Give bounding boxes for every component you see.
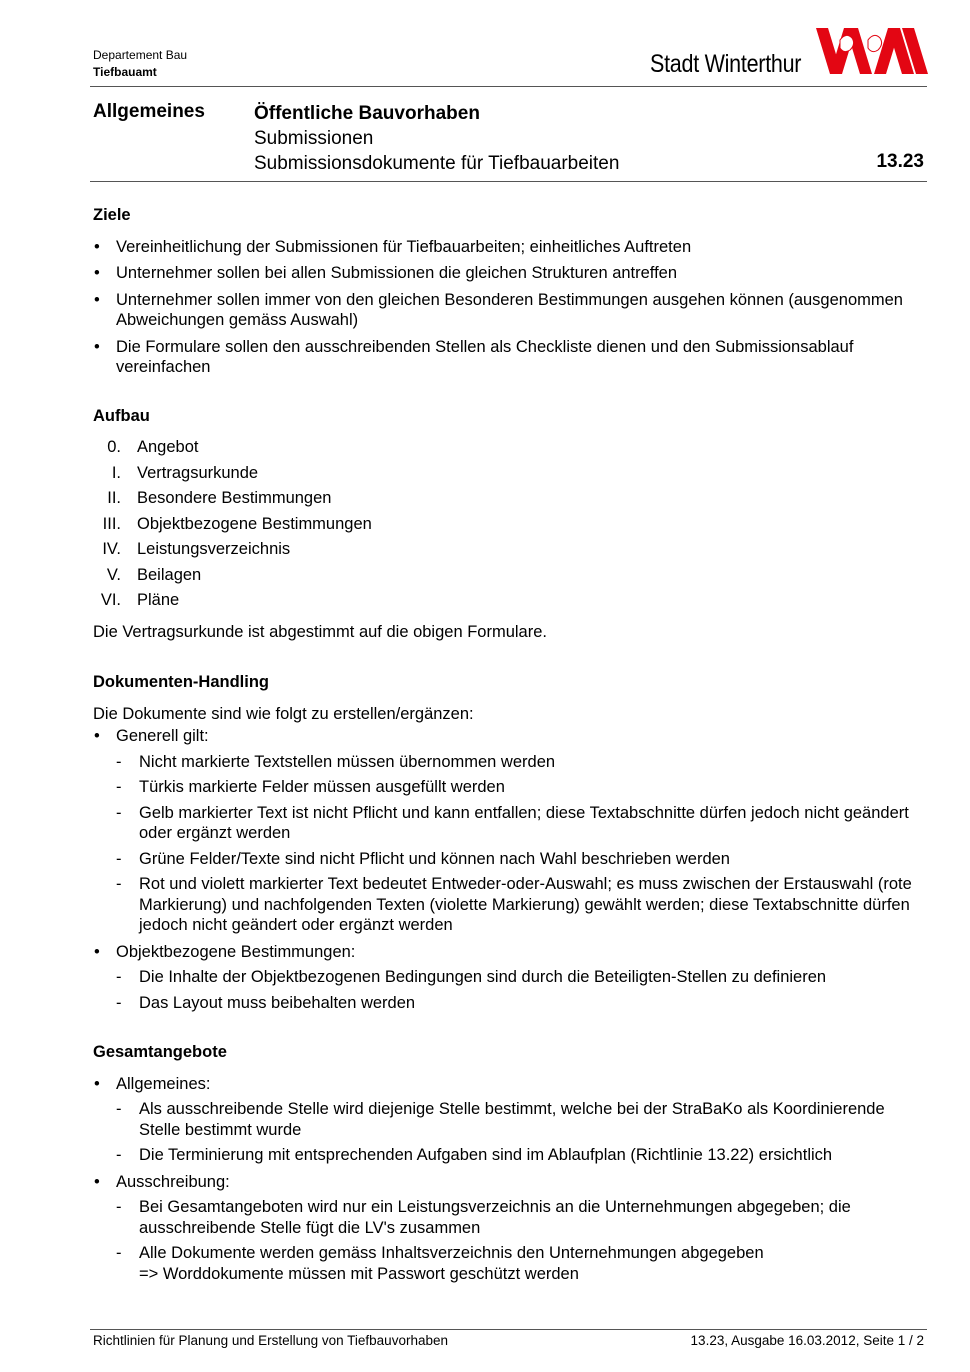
footer-left: Richtlinien für Planung und Erstellung von Tiefbauvorhaben bbox=[93, 1333, 448, 1348]
section-aufbau bbox=[93, 406, 923, 643]
sub-item: - Grüne Felder/Texte sind nicht Pflicht und können nach Wahl beschrieben werden bbox=[93, 849, 923, 870]
title-block bbox=[254, 101, 619, 176]
item-number: IV. bbox=[102, 540, 121, 558]
list-item bbox=[93, 1172, 923, 1285]
list-item: • Unternehmer sollen bei allen Submissionen die gleichen Strukturen antreffen bbox=[93, 263, 923, 284]
list-item bbox=[93, 942, 923, 1014]
list-item bbox=[93, 1074, 923, 1166]
page-title: Öffentliche Bauvorhaben bbox=[254, 103, 480, 124]
list-item bbox=[93, 488, 923, 509]
brand-name: Stadt Winterthur bbox=[650, 50, 802, 78]
item-label: Pläne bbox=[137, 591, 180, 609]
list-item: • Die Formulare sollen den ausschreibenden Stellen als Checkliste dienen und den Submissionsablauf vereinfachen bbox=[93, 337, 923, 378]
item-number: VI. bbox=[100, 591, 121, 609]
item-number: 0. bbox=[107, 438, 121, 456]
item-number: III. bbox=[102, 514, 121, 533]
aufbau-note: Die Vertragsurkunde ist abgestimmt auf die obigen Formulare. bbox=[93, 622, 547, 641]
sub-item-text: - Alle Dokumente werden gemäss Inhaltsverzeichnis den Unternehmungen abgegeben bbox=[139, 1244, 764, 1262]
directive-number: 13.23 bbox=[876, 151, 924, 172]
sub-item bbox=[93, 1243, 923, 1284]
department-block bbox=[93, 47, 187, 81]
section-heading: Gesamtangebote bbox=[93, 1043, 227, 1061]
list-item bbox=[93, 437, 923, 458]
sub-item: - Als ausschreibende Stelle wird diejenige Stelle bestimmt, welche bei der StraBaKo als Koordinierende Stelle bestimmt wurde bbox=[93, 1099, 923, 1140]
office-name: Tiefbauamt bbox=[93, 65, 157, 79]
sub-item: - Bei Gesamtangeboten wird nur ein Leistungsverzeichnis an die Unternehmungen abgegeben; die ausschreibende Stelle fügt die LV's zusammen bbox=[93, 1197, 923, 1238]
section-gesamtangebote bbox=[93, 1042, 923, 1284]
sub-item: - Nicht markierte Textstellen müssen übernommen werden bbox=[93, 752, 923, 773]
item-label: Generell gilt: bbox=[116, 727, 209, 745]
document-body bbox=[93, 205, 923, 1290]
list-item bbox=[93, 463, 923, 484]
winterthur-logo-icon bbox=[816, 26, 928, 76]
list-item bbox=[93, 514, 923, 535]
item-label: Beilagen bbox=[137, 565, 202, 584]
footer-right: 13.23, Ausgabe 16.03.2012, Seite 1 / 2 bbox=[690, 1333, 924, 1348]
handling-intro: Die Dokumente sind wie folgt zu erstellen/ergänzen: bbox=[93, 704, 474, 723]
sub-item: - Gelb markierter Text ist nicht Pflicht und kann entfallen; diese Textabschnitte dürfen jedoch nicht geändert oder ergänzt werden bbox=[93, 803, 923, 844]
list-item bbox=[93, 565, 923, 586]
item-label: Objektbezogene Bestimmungen: bbox=[116, 942, 356, 961]
page-subtitle-2: Submissionsdokumente für Tiefbauarbeiten bbox=[254, 153, 620, 174]
title-rule bbox=[90, 181, 927, 182]
section-heading: Dokumenten-Handling bbox=[93, 673, 269, 691]
sub-item-text: => Worddokumente müssen mit Passwort geschützt werden bbox=[139, 1264, 579, 1283]
item-number: II. bbox=[107, 489, 121, 507]
item-label: Objektbezogene Bestimmungen bbox=[137, 514, 372, 533]
item-number: V. bbox=[106, 565, 121, 584]
item-label: Besondere Bestimmungen bbox=[137, 489, 332, 507]
sub-item: - Rot und violett markierter Text bedeutet Entweder-oder-Auswahl; es muss zwischen der Erstauswahl (rote Markierung) und nachfolgenden Texten (violette Markierung) gewählt werden; diese Textabschnitte dürfen jedoch nicht geändert oder ergänzt werden bbox=[93, 874, 923, 936]
page-subtitle-1: Submissionen bbox=[254, 128, 374, 149]
section-heading: Aufbau bbox=[93, 406, 150, 425]
section-handling bbox=[93, 672, 923, 1013]
department-name: Departement Bau bbox=[93, 48, 188, 62]
item-label: Allgemeines: bbox=[116, 1074, 211, 1093]
list-item bbox=[93, 726, 923, 936]
category-label: Allgemeines bbox=[93, 101, 205, 122]
sub-item: - Das Layout muss beibehalten werden bbox=[93, 993, 923, 1014]
list-item bbox=[93, 539, 923, 560]
footer-rule bbox=[90, 1329, 927, 1330]
header-rule bbox=[90, 86, 927, 87]
item-number: I. bbox=[111, 463, 121, 482]
list-item: • Vereinheitlichung der Submissionen für Tiefbauarbeiten; einheitliches Auftreten bbox=[93, 237, 923, 258]
section-heading: Ziele bbox=[93, 206, 131, 224]
item-label: Leistungsverzeichnis bbox=[137, 540, 291, 558]
item-label: Vertragsurkunde bbox=[137, 463, 259, 482]
list-item: • Unternehmer sollen immer von den gleichen Besonderen Bestimmungen ausgehen können (ausgenommen Abweichungen gemäss Auswahl) bbox=[93, 290, 923, 331]
sub-item: - Die Terminierung mit entsprechenden Aufgaben sind im Ablaufplan (Richtlinie 13.22) ersichtlich bbox=[93, 1145, 923, 1166]
section-ziele bbox=[93, 205, 923, 378]
list-item bbox=[93, 590, 923, 611]
sub-item: - Die Inhalte der Objektbezogenen Bedingungen sind durch die Beteiligten-Stellen zu definieren bbox=[93, 967, 923, 988]
sub-item: - Türkis markierte Felder müssen ausgefüllt werden bbox=[93, 777, 923, 798]
item-label: Angebot bbox=[137, 438, 199, 456]
item-label: Ausschreibung: bbox=[116, 1172, 230, 1191]
